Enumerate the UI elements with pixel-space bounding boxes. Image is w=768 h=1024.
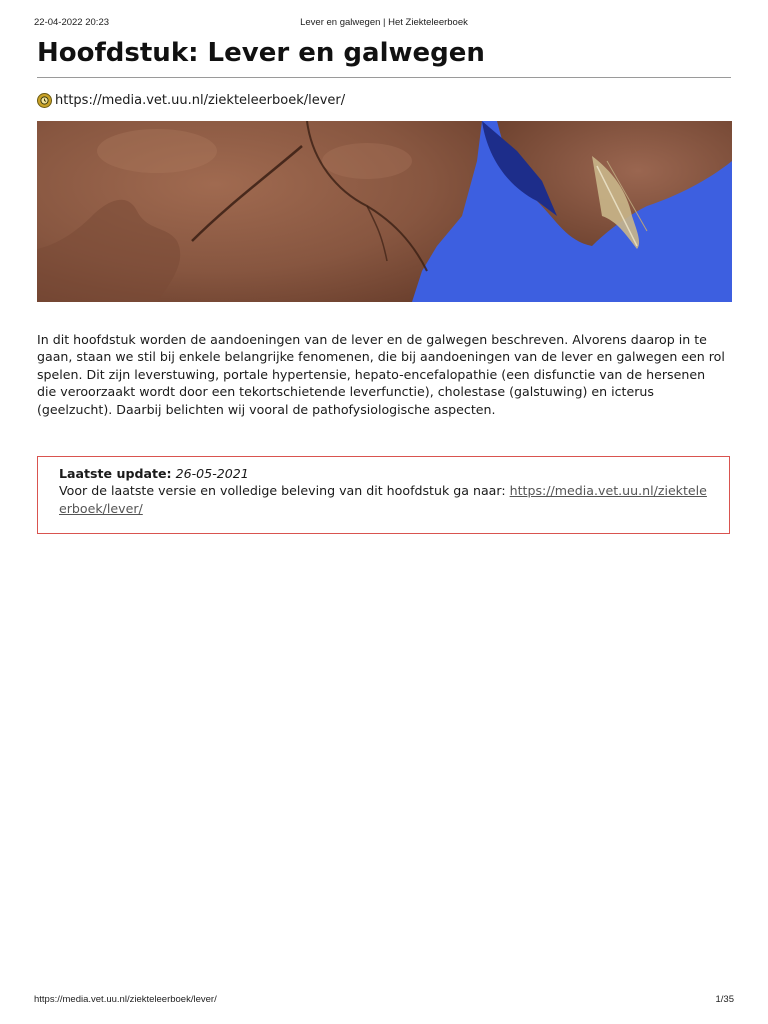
update-text-line (59, 482, 709, 517)
update-text: Voor de laatste versie en volledige beleving van dit hoofdstuk ga naar: (59, 483, 506, 499)
print-page-title: Lever en galwegen | Het Ziekteleerboek (300, 17, 468, 28)
update-label: Laatste update: (59, 466, 172, 481)
print-datetime: 22-04-2022 20:23 (34, 17, 110, 28)
source-line (37, 90, 345, 110)
update-line (59, 465, 709, 482)
update-date: 26-05-2021 (175, 466, 249, 481)
hero-image (37, 121, 732, 302)
site-favicon-icon (37, 93, 52, 108)
liver-photo-icon (37, 121, 732, 302)
update-link[interactable]: https://media.vet.uu.nl/ziekteleerboek/lever/ (59, 483, 707, 516)
page-title: Hoofdstuk: Lever en galwegen (37, 38, 485, 68)
print-footer (34, 994, 734, 1008)
print-header (34, 17, 734, 31)
source-url[interactable]: https://media.vet.uu.nl/ziekteleerboek/lever/ (55, 92, 346, 108)
print-footer-url: https://media.vet.uu.nl/ziekteleerboek/lever/ (34, 994, 217, 1005)
intro-paragraph: In dit hoofdstuk worden de aandoeningen van de lever en de galwegen beschreven. Alvorens daarop in te gaan, staan we stil bij enkele belangrijke fenomenen, die bij aandoeningen van de lever en galwegen een rol spelen. Dit zijn leverstuwing, portale hypertensie, hepato-encefalopathie (een disfunctie van de hersenen die veroorzaakt wordt door een tekortschietende leverfunctie), cholestase (galstuwing) en icterus (geelzucht). Daarbij belichten wij vooral de pathofysiologische aspecten. (37, 332, 725, 417)
update-notice (37, 456, 730, 534)
title-divider (37, 77, 731, 78)
page-number: 1/35 (715, 994, 734, 1005)
